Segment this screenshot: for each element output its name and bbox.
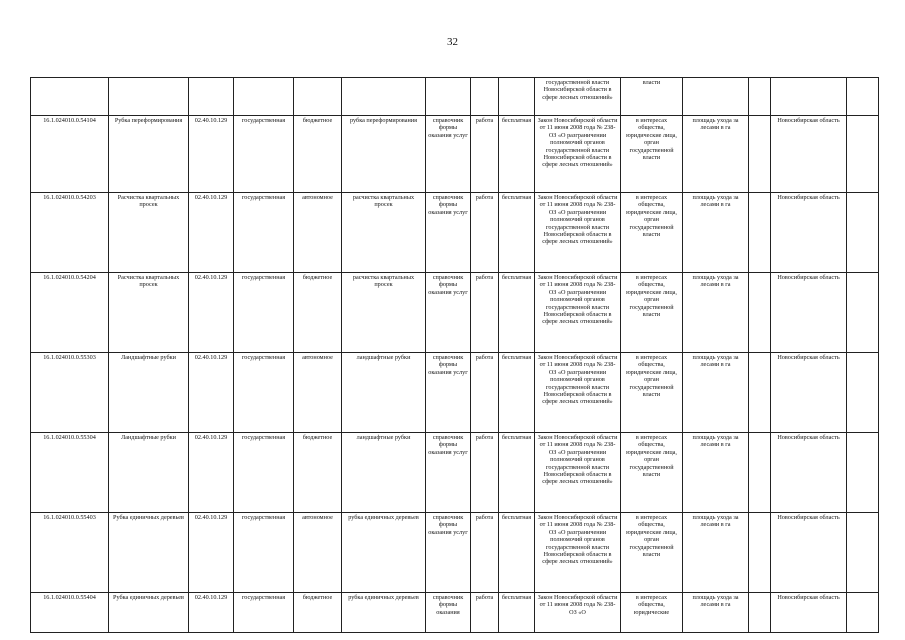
cell-okved: 02.40.10.129: [189, 353, 234, 433]
cell-empty: [294, 78, 342, 116]
cell-pay: бесплатная: [499, 273, 535, 353]
services-table: [30, 77, 879, 633]
cell-indicator: площадь ухода за лесами в га: [683, 593, 749, 633]
cell-content: ландшафтные рубки: [342, 433, 426, 513]
cell-empty: [189, 78, 234, 116]
cell-code: 16.1.024010.0.55304: [31, 433, 109, 513]
cell-indicator: площадь ухода за лесами в га: [683, 433, 749, 513]
cell-content: рубка единичных деревьев: [342, 593, 426, 633]
cell-empty: [847, 78, 879, 116]
cell-empty: [847, 193, 879, 273]
cell-legal-basis: Закон Новосибирской области от 11 июня 2008 года № 238-ОЗ «О разграничении полномочий органов государственной власти Новосибирской области в сфере лесных отношений»: [535, 193, 621, 273]
cell-type: работа: [471, 273, 499, 353]
cell-name: Рубка единичных деревьев: [109, 593, 189, 633]
cell-empty: [426, 78, 471, 116]
cell-okved: 02.40.10.129: [189, 116, 234, 193]
cell-owner: государственная: [234, 353, 294, 433]
cell-legal-basis: государственной власти Новосибирской области в сфере лесных отношений»: [535, 78, 621, 116]
table-row: [31, 433, 879, 513]
cell-empty: [847, 593, 879, 633]
cell-consumers: в интересах общества, юридические лица, орган государственной власти: [621, 353, 683, 433]
cell-code: 16.1.024010.0.54204: [31, 273, 109, 353]
cell-legal-basis: Закон Новосибирской области от 11 июня 2008 года № 238-ОЗ «О разграничении полномочий органов государственной власти Новосибирской области в сфере лесных отношений»: [535, 273, 621, 353]
cell-consumers: в интересах общества, юридические лица, орган государственной власти: [621, 116, 683, 193]
cell-region: Новосибирская область: [771, 193, 847, 273]
cell-legal-basis: Закон Новосибирской области от 11 июня 2008 года № 238-ОЗ «О разграничении полномочий органов государственной власти Новосибирской области в сфере лесных отношений»: [535, 116, 621, 193]
cell-code: 16.1.024010.0.55303: [31, 353, 109, 433]
page-number: 32: [447, 36, 458, 48]
cell-okved: 02.40.10.129: [189, 433, 234, 513]
cell-region: Новосибирская область: [771, 513, 847, 593]
cell-pay: бесплатная: [499, 353, 535, 433]
cell-empty: [749, 273, 771, 353]
cell-empty: [847, 433, 879, 513]
cell-owner: государственная: [234, 273, 294, 353]
cell-region: Новосибирская область: [771, 593, 847, 633]
cell-type: работа: [471, 513, 499, 593]
cell-empty: [771, 78, 847, 116]
cell-form: справочник формы оказания услуг: [426, 273, 471, 353]
cell-code: 16.1.024010.0.54203: [31, 193, 109, 273]
cell-empty: [109, 78, 189, 116]
cell-institution: бюджетное: [294, 433, 342, 513]
cell-okved: 02.40.10.129: [189, 193, 234, 273]
cell-okved: 02.40.10.129: [189, 513, 234, 593]
cell-name: Рубка единичных деревьев: [109, 513, 189, 593]
cell-pay: бесплатная: [499, 433, 535, 513]
cell-content: расчистка квартальных просек: [342, 193, 426, 273]
cell-owner: государственная: [234, 433, 294, 513]
cell-content: расчистка квартальных просек: [342, 273, 426, 353]
cell-consumers: в интересах общества, юридические: [621, 593, 683, 633]
cell-legal-basis: Закон Новосибирской области от 11 июня 2008 года № 238-ОЗ «О разграничении полномочий органов государственной власти Новосибирской области в сфере лесных отношений»: [535, 513, 621, 593]
cell-form: справочник формы оказания услуг: [426, 513, 471, 593]
table-body: [31, 78, 879, 633]
cell-legal-basis: Закон Новосибирской области от 11 июня 2008 года № 238-ОЗ «О разграничении полномочий органов государственной власти Новосибирской области в сфере лесных отношений»: [535, 353, 621, 433]
cell-consumers: в интересах общества, юридические лица, орган государственной власти: [621, 433, 683, 513]
cell-empty: [749, 78, 771, 116]
cell-consumers: в интересах общества, юридические лица, орган государственной власти: [621, 273, 683, 353]
table-row: [31, 353, 879, 433]
cell-institution: автономное: [294, 193, 342, 273]
cell-empty: [234, 78, 294, 116]
cell-empty: [749, 116, 771, 193]
cell-empty: [683, 78, 749, 116]
cell-form: справочник формы оказания: [426, 593, 471, 633]
cell-consumers: власти: [621, 78, 683, 116]
cell-consumers: в интересах общества, юридические лица, орган государственной власти: [621, 193, 683, 273]
table-row: [31, 513, 879, 593]
cell-content: ландшафтные рубки: [342, 353, 426, 433]
cell-empty: [847, 273, 879, 353]
cell-type: работа: [471, 593, 499, 633]
cell-region: Новосибирская область: [771, 353, 847, 433]
cell-owner: государственная: [234, 593, 294, 633]
cell-name: Расчистка квартальных просек: [109, 273, 189, 353]
cell-region: Новосибирская область: [771, 433, 847, 513]
cell-owner: государственная: [234, 193, 294, 273]
cell-empty: [471, 78, 499, 116]
table-row: [31, 593, 879, 633]
cell-institution: бюджетное: [294, 116, 342, 193]
cell-name: Ландшафтные рубки: [109, 433, 189, 513]
cell-pay: бесплатная: [499, 193, 535, 273]
cell-form: справочник формы оказания услуг: [426, 116, 471, 193]
cell-region: Новосибирская область: [771, 273, 847, 353]
cell-region: Новосибирская область: [771, 116, 847, 193]
cell-form: справочник формы оказания услуг: [426, 433, 471, 513]
cell-empty: [749, 513, 771, 593]
cell-institution: бюджетное: [294, 593, 342, 633]
cell-institution: автономное: [294, 513, 342, 593]
cell-owner: государственная: [234, 513, 294, 593]
cell-empty: [31, 78, 109, 116]
cell-indicator: площадь ухода за лесами в га: [683, 193, 749, 273]
cell-code: 16.1.024010.0.54104: [31, 116, 109, 193]
cell-code: 16.1.024010.0.55404: [31, 593, 109, 633]
cell-indicator: площадь ухода за лесами в га: [683, 116, 749, 193]
cell-institution: бюджетное: [294, 273, 342, 353]
cell-empty: [749, 433, 771, 513]
cell-code: 16.1.024010.0.55403: [31, 513, 109, 593]
cell-name: Расчистка квартальных просек: [109, 193, 189, 273]
cell-okved: 02.40.10.129: [189, 593, 234, 633]
cell-type: работа: [471, 116, 499, 193]
cell-okved: 02.40.10.129: [189, 273, 234, 353]
continuation-row: [31, 78, 879, 116]
cell-empty: [749, 193, 771, 273]
table-row: [31, 273, 879, 353]
cell-pay: бесплатная: [499, 116, 535, 193]
cell-consumers: в интересах общества, юридические лица, орган государственной власти: [621, 513, 683, 593]
cell-empty: [749, 593, 771, 633]
cell-empty: [342, 78, 426, 116]
cell-empty: [847, 353, 879, 433]
cell-content: рубка переформирования: [342, 116, 426, 193]
cell-indicator: площадь ухода за лесами в га: [683, 353, 749, 433]
table-row: [31, 193, 879, 273]
cell-indicator: площадь ухода за лесами в га: [683, 513, 749, 593]
cell-institution: автономное: [294, 353, 342, 433]
cell-owner: государственная: [234, 116, 294, 193]
cell-type: работа: [471, 433, 499, 513]
cell-indicator: площадь ухода за лесами в га: [683, 273, 749, 353]
cell-name: Ландшафтные рубки: [109, 353, 189, 433]
cell-empty: [749, 353, 771, 433]
cell-legal-basis: Закон Новосибирской области от 11 июня 2008 года № 238-ОЗ «О разграничении полномочий органов государственной власти Новосибирской области в сфере лесных отношений»: [535, 433, 621, 513]
cell-legal-basis: Закон Новосибирской области от 11 июня 2008 года № 238-ОЗ «О: [535, 593, 621, 633]
cell-pay: бесплатная: [499, 513, 535, 593]
cell-empty: [847, 116, 879, 193]
cell-pay: бесплатная: [499, 593, 535, 633]
cell-type: работа: [471, 353, 499, 433]
cell-name: Рубка переформирования: [109, 116, 189, 193]
cell-form: справочник формы оказания услуг: [426, 193, 471, 273]
cell-content: рубка единичных деревьев: [342, 513, 426, 593]
cell-form: справочник формы оказания услуг: [426, 353, 471, 433]
table-row: [31, 116, 879, 193]
cell-type: работа: [471, 193, 499, 273]
cell-empty: [499, 78, 535, 116]
cell-empty: [847, 513, 879, 593]
